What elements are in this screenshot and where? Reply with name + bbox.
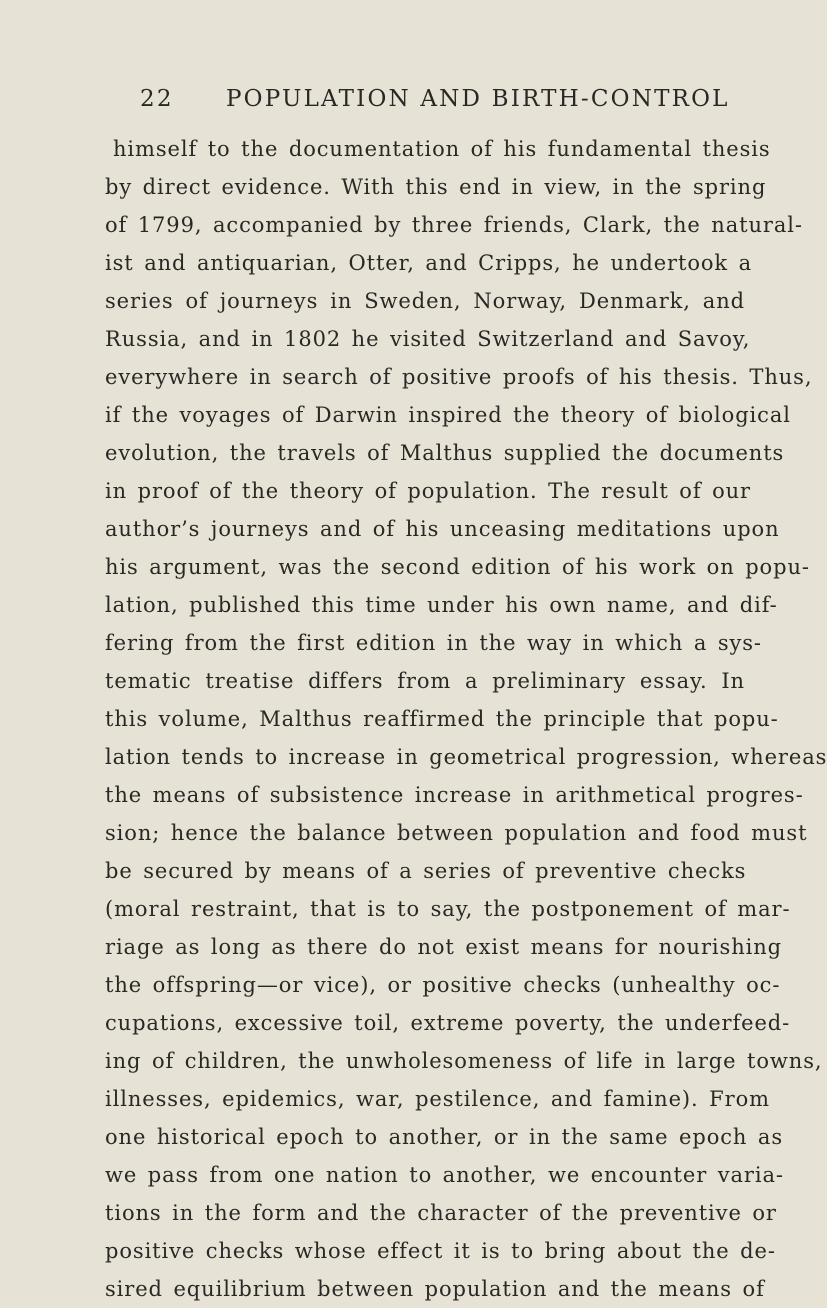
- text-line: the offspring—or vice), or positive checks (unhealthy oc-: [105, 973, 781, 997]
- text-line: (moral restraint, that is to say, the postponement of mar-: [105, 897, 791, 921]
- running-head: [140, 82, 730, 116]
- text-line: lation, published this time under his own name, and dif-: [105, 593, 778, 617]
- text-line: by direct evidence. With this end in view, in the spring: [105, 175, 767, 199]
- text-line: of 1799, accompanied by three friends, Clark, the natural-: [105, 213, 803, 237]
- text-line: this volume, Malthus reaffirmed the principle that popu-: [105, 707, 779, 731]
- text-line: the means of subsistence increase in arithmetical progres-: [105, 783, 804, 807]
- text-line: author’s journeys and of his unceasing meditations upon: [105, 517, 780, 541]
- page-number: 22: [140, 86, 174, 112]
- text-line: everywhere in search of positive proofs of his thesis. Thus,: [105, 365, 813, 389]
- text-line: tematic treatise differs from a preliminary essay. In: [105, 669, 745, 693]
- text-line: if the voyages of Darwin inspired the theory of biological: [105, 403, 791, 427]
- text-line: evolution, the travels of Malthus supplied the documents: [105, 441, 785, 465]
- text-line: one historical epoch to another, or in the same epoch as: [105, 1125, 784, 1149]
- text-line: his argument, was the second edition of his work on popu-: [105, 555, 810, 579]
- running-title: POPULATION AND BIRTH-CONTROL: [226, 86, 730, 112]
- text-line: be secured by means of a series of preventive checks: [105, 859, 747, 883]
- text-line: fering from the first edition in the way in which a sys-: [105, 631, 762, 655]
- text-line: series of journeys in Sweden, Norway, Denmark, and: [105, 289, 745, 313]
- text-line: in proof of the theory of population. The result of our: [105, 479, 751, 503]
- text-line: ist and antiquarian, Otter, and Cripps, he undertook a: [105, 251, 753, 275]
- text-line: riage as long as there do not exist means for nourishing: [105, 935, 783, 959]
- text-line: we pass from one nation to another, we encounter varia-: [105, 1163, 784, 1187]
- text-line: Russia, and in 1802 he visited Switzerland and Savoy,: [105, 327, 751, 351]
- text-line: positive checks whose effect it is to bring about the de-: [105, 1239, 776, 1263]
- body-text: [105, 130, 827, 1308]
- text-line: ing of children, the unwholesomeness of life in large towns,: [105, 1049, 823, 1073]
- text-line: lation tends to increase in geometrical progression, whereas: [105, 745, 827, 769]
- text-line: tions in the form and the character of the preventive or: [105, 1201, 777, 1225]
- text-line: sired equilibrium between population and the means of: [105, 1277, 765, 1301]
- text-line: himself to the documentation of his fundamental thesis: [113, 137, 771, 161]
- text-line: sion; hence the balance between population and food must: [105, 821, 808, 845]
- text-line: cupations, excessive toil, extreme poverty, the underfeed-: [105, 1011, 791, 1035]
- text-line: illnesses, epidemics, war, pestilence, and famine). From: [105, 1087, 770, 1111]
